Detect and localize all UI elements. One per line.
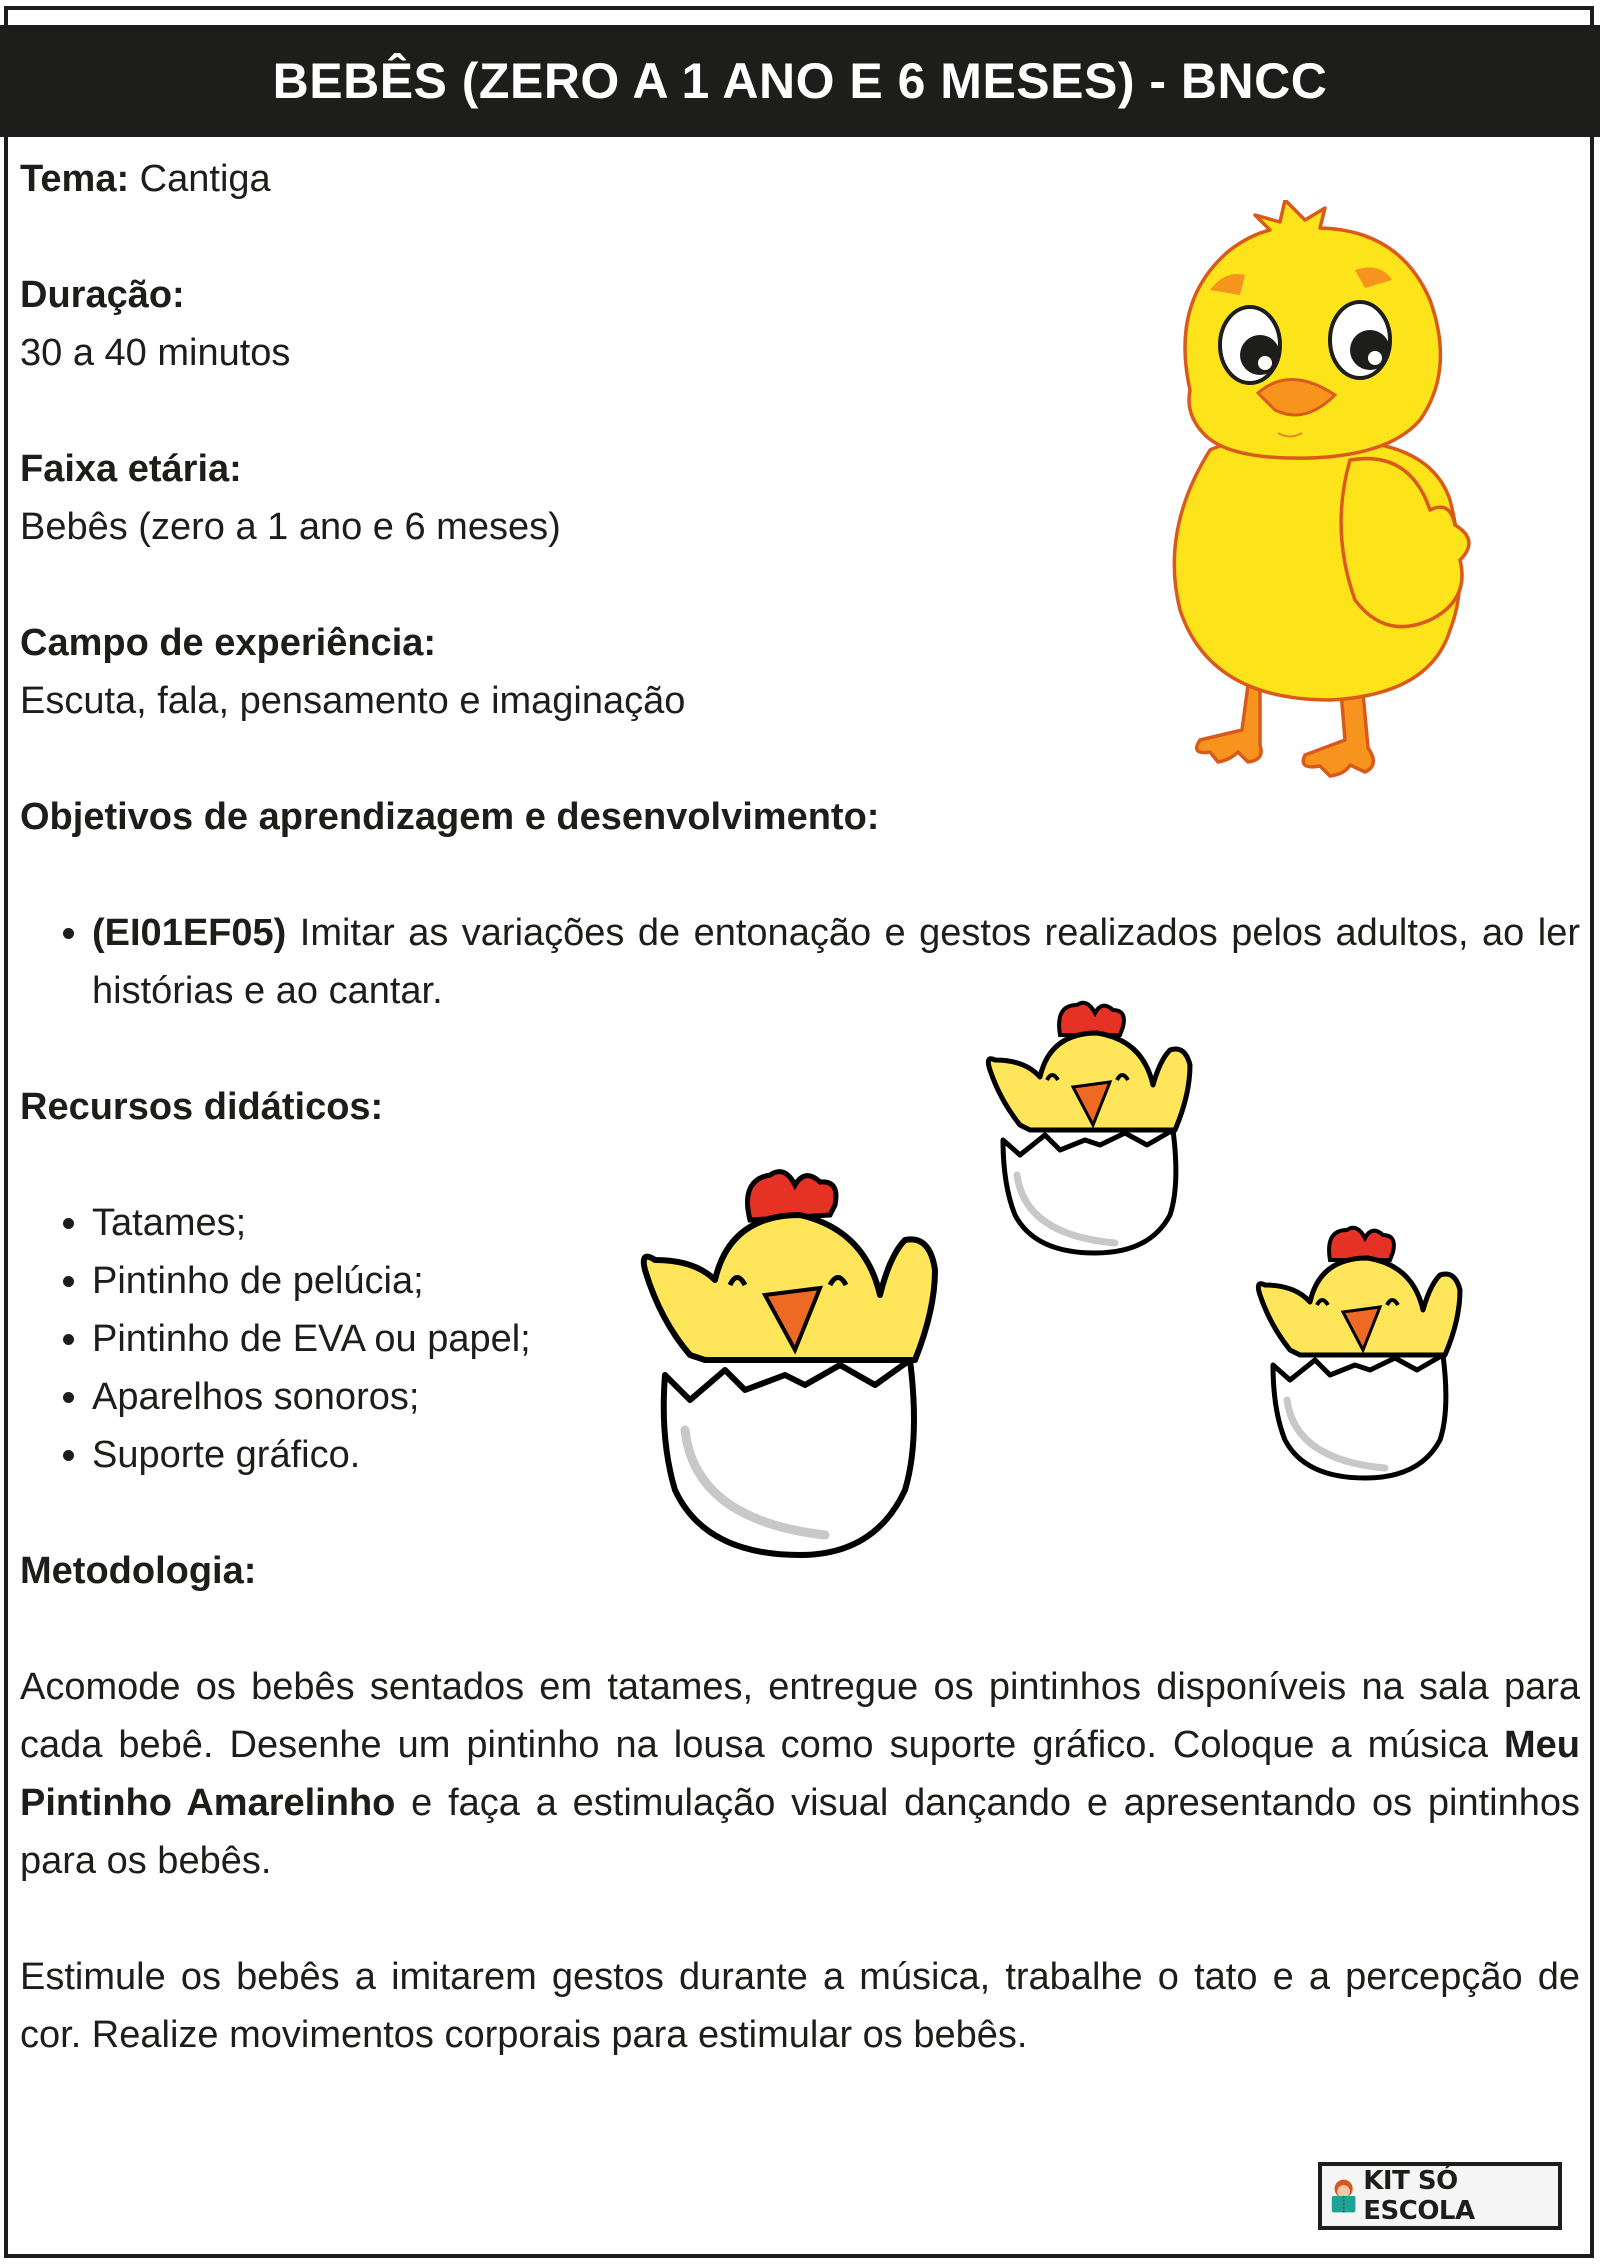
yellow-chick-illustration — [1130, 200, 1510, 780]
recurso-item: • Aparelhos sonoros; — [92, 1368, 1580, 1426]
recurso-item: • Pintinho de pelúcia; — [92, 1252, 1580, 1310]
faixa-label: Faixa etária: — [20, 448, 242, 490]
song-title: Meu Pintinho Amarelinho — [20, 1724, 1580, 1824]
tema-label: Tema: — [20, 158, 130, 200]
reading-girl-icon — [1330, 2176, 1357, 2216]
objetivo-code: (EI01EF05) — [92, 912, 287, 954]
tema-value: Cantiga — [139, 158, 271, 200]
metodologia-paragraph-1 — [20, 1658, 1580, 1890]
recurso-item: • Tatames; — [92, 1194, 1580, 1252]
metodologia-text: Acomode os bebês sentados em tatames, entregue os pintinhos disponíveis na sala para cada bebê. Desenhe um pintinho na lousa como suporte gráfico. Coloque a música — [20, 1666, 1580, 1766]
campo-value: Escuta, fala, pensamento e imaginação — [20, 680, 686, 722]
hatching-chick-top — [985, 995, 1210, 1260]
hatching-chick-large — [635, 1160, 965, 1560]
duracao-value: 30 a 40 minutos — [20, 332, 291, 374]
recurso-item: • Suporte gráfico. — [92, 1426, 1580, 1484]
faixa-value: Bebês (zero a 1 ano e 6 meses) — [20, 506, 561, 548]
kit-so-escola-logo — [1318, 2162, 1562, 2230]
metodologia-heading: Metodologia: — [20, 1550, 257, 1592]
objetivo-text: Imitar as variações de entonação e gestos realizados pelos adultos, ao ler histórias e ao cantar. — [92, 912, 1580, 1012]
title-bar — [0, 25, 1600, 137]
objetivo-item — [92, 904, 1580, 1020]
recursos-heading: Recursos didáticos: — [20, 1086, 384, 1128]
duracao-label: Duração: — [20, 274, 185, 316]
metodologia-paragraph-2: Estimule os bebês a imitarem gestos durante a música, trabalhe o tato e a percepção de cor. Realize movimentos corporais para estimular os bebês. — [20, 1956, 1580, 2056]
logo-text: KIT SÓ ESCOLA — [1363, 2166, 1475, 2226]
recurso-item: • Pintinho de EVA ou papel; — [92, 1310, 1580, 1368]
objetivos-list — [20, 904, 1580, 1020]
campo-label: Campo de experiência: — [20, 622, 437, 664]
page-title: BEBÊS (ZERO A 1 ANO E 6 MESES) - BNCC — [272, 53, 1328, 109]
hatching-chick-right — [1255, 1220, 1480, 1485]
objetivos-heading: Objetivos de aprendizagem e desenvolvimento: — [20, 796, 880, 838]
metodologia-text: e faça a estimulação visual dançando e apresentando os pintinhos para os bebês. — [20, 1782, 1580, 1882]
